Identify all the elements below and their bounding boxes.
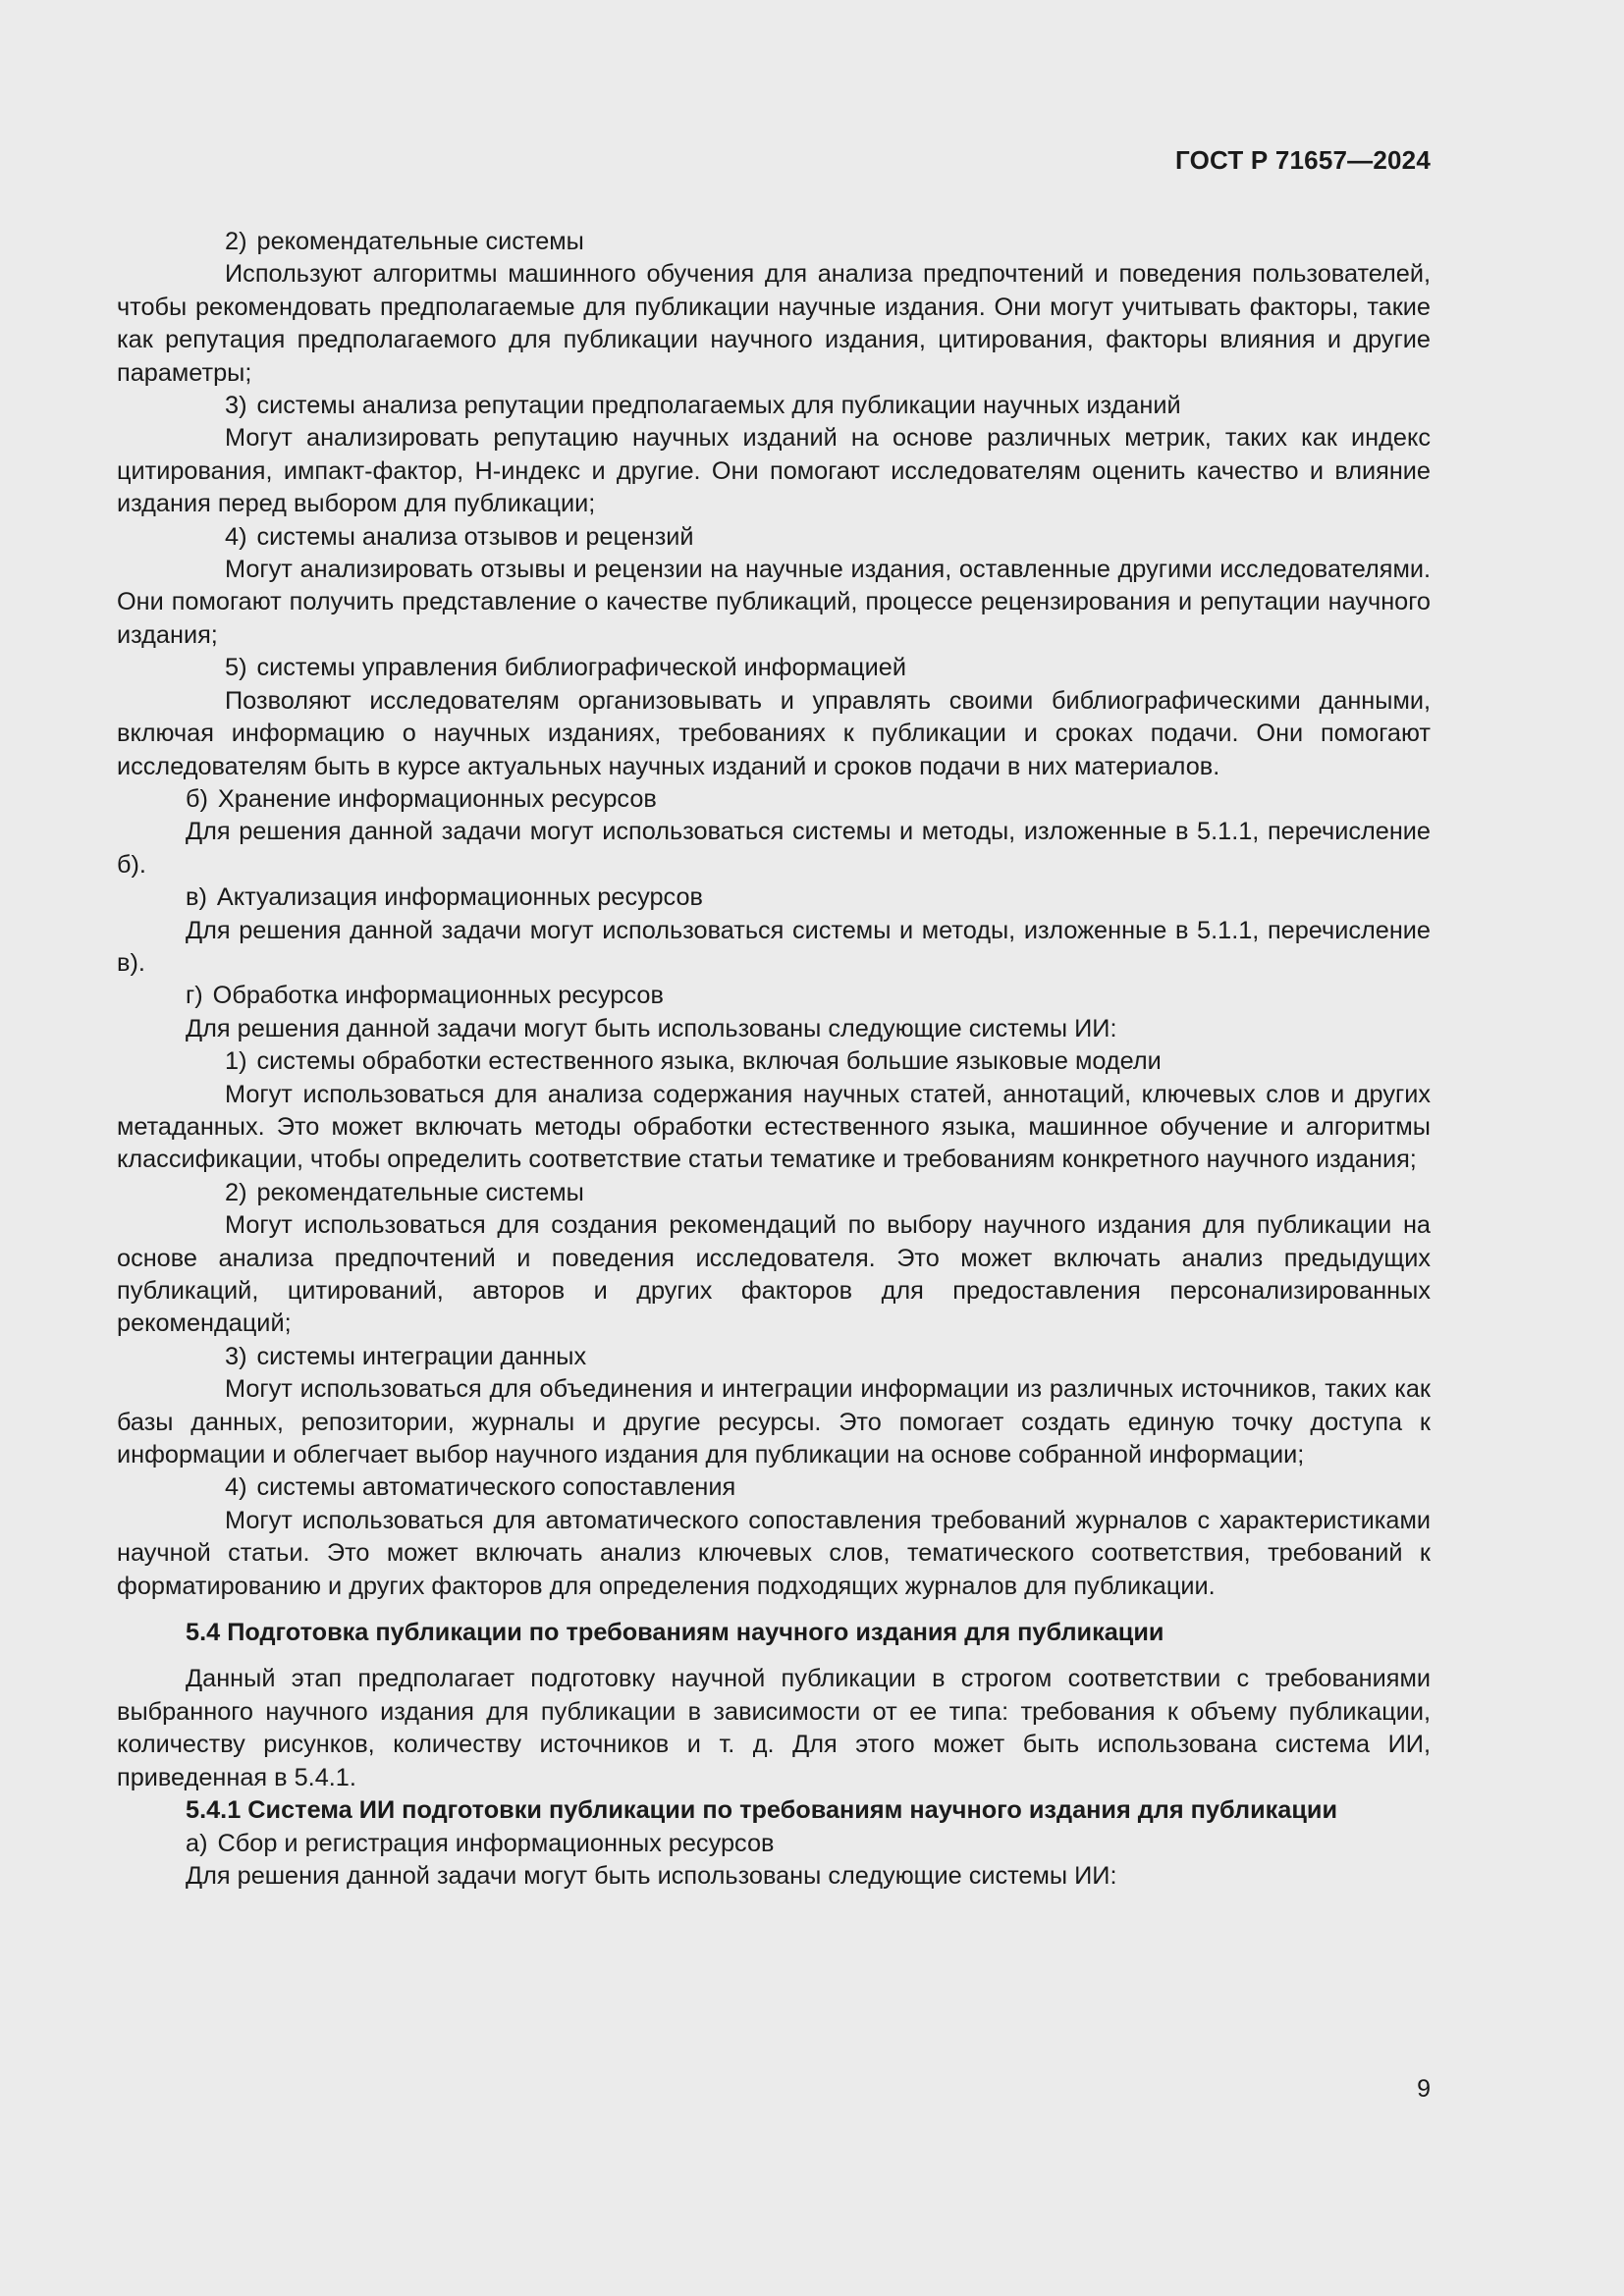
list-marker: г) <box>186 982 203 1010</box>
paragraph: Данный этап предполагает подготовку научной публикации в строгом соответствии с требованиями выбранного научного издания для публикации в зависимости от ее типа: требования к объему публикации, количеству рисунков, количеству источников и т. д. Для этого может быть использована система ИИ, приведенная в 5.4.1. <box>117 1665 1431 1791</box>
list-item <box>117 390 1431 422</box>
list-item <box>117 652 1431 684</box>
list-item-text: системы управления библиографической информацией <box>256 654 906 682</box>
paragraph: Могут использоваться для автоматического сопоставления требований журналов с характеристиками научной статьи. Это может включать анализ ключевых слов, тематического соответствия, требований к форматированию и других факторов для определения подходящих журналов для публикации. <box>117 1506 1431 1600</box>
paragraph: Для решения данной задачи могут использоваться системы и методы, изложенные в 5.1.1, перечисление в). <box>117 916 1431 977</box>
paragraph: Для решения данной задачи могут быть использованы следующие системы ИИ: <box>186 1861 1117 1890</box>
list-marker: 5) <box>225 654 247 682</box>
paragraph: Могут использоваться для объединения и интеграции информации из различных источников, таких как базы данных, репозитории, журналы и другие ресурсы. Это помогает создать единую точку доступа к информации и облегчает выбор научного издания для публикации на основе собранной информации; <box>117 1375 1431 1469</box>
list-item <box>117 1045 1431 1078</box>
list-item-text: системы анализа отзывов и рецензий <box>256 522 694 551</box>
list-item-text: системы автоматического сопоставления <box>256 1473 736 1502</box>
list-item-text: рекомендательные системы <box>256 1178 584 1206</box>
list-item-text: рекомендательные системы <box>256 228 584 255</box>
list-item <box>117 521 1431 554</box>
list-marker: 3) <box>225 1342 247 1370</box>
document-id: ГОСТ Р 71657—2024 <box>1175 145 1431 175</box>
page-number: 9 <box>1417 2075 1431 2103</box>
list-marker: 4) <box>225 1473 247 1502</box>
paragraph: Для решения данной задачи могут быть использованы следующие системы ИИ: <box>186 1014 1117 1042</box>
list-marker: б) <box>186 784 208 813</box>
section-heading: 5.4 Подготовка публикации по требованиям научного издания для публикации <box>186 1619 1164 1647</box>
paragraph: Позволяют исследователям организовывать и управлять своими библиографическими данными, включая информацию о научных изданиях, требованиях к публикации и сроках подачи. Они помогают исследователям быть в курсе актуальных научных изданий и сроков подачи в них материалов. <box>117 686 1431 780</box>
list-marker: 1) <box>225 1047 247 1076</box>
document-body <box>117 226 1431 1893</box>
list-marker: а) <box>186 1829 208 1857</box>
list-item-text: Сбор и регистрация информационных ресурсов <box>217 1829 775 1857</box>
subsection-heading: 5.4.1 Система ИИ подготовки публикации по требованиям научного издания для публикации <box>186 1796 1338 1825</box>
list-item <box>117 226 1431 258</box>
list-item-text: системы анализа репутации предполагаемых для публикации научных изданий <box>256 392 1181 420</box>
list-item-text: Хранение информационных ресурсов <box>217 784 657 813</box>
list-item-text: Актуализация информационных ресурсов <box>216 883 703 912</box>
paragraph: Используют алгоритмы машинного обучения для анализа предпочтений и поведения пользователей, чтобы рекомендовать предполагаемые для публикации научные издания. Они могут учитывать факторы, такие как репутация предполагаемого для публикации научного издания, цитирования, факторы влияния и другие параметры; <box>117 260 1431 387</box>
list-item <box>117 1828 1431 1860</box>
list-item <box>117 783 1431 816</box>
paragraph: Могут использоваться для анализа содержания научных статей, аннотаций, ключевых слов и других метаданных. Это может включать методы обработки естественного языка, машинное обучение и алгоритмы классификации, чтобы определить соответствие статьи тематике и требованиям конкретного научного издания; <box>117 1080 1431 1174</box>
list-marker: 2) <box>225 1178 247 1206</box>
list-item <box>117 1341 1431 1373</box>
list-item <box>117 980 1431 1012</box>
list-marker: 2) <box>225 228 247 255</box>
list-marker: в) <box>186 883 207 912</box>
list-item-text: системы обработки естественного языка, включая большие языковые модели <box>256 1047 1162 1076</box>
list-marker: 4) <box>225 522 247 551</box>
list-item-text: Обработка информационных ресурсов <box>212 982 664 1010</box>
paragraph: Для решения данной задачи могут использоваться системы и методы, изложенные в 5.1.1, перечисление б). <box>117 818 1431 879</box>
list-marker: 3) <box>225 392 247 420</box>
list-item <box>117 1177 1431 1209</box>
list-item <box>117 1471 1431 1504</box>
paragraph: Могут использоваться для создания рекомендаций по выбору научного издания для публикации на основе анализа предпочтений и поведения исследователя. Это может включать анализ предыдущих публикаций, цитирований, авторов и других факторов для предоставления персонализированных рекомендаций; <box>117 1211 1431 1338</box>
list-item-text: системы интеграции данных <box>256 1342 587 1370</box>
paragraph: Могут анализировать отзывы и рецензии на научные издания, оставленные другими исследователями. Они помогают получить представление о качестве публикаций, процессе рецензирования и репутации научного издания; <box>117 556 1431 649</box>
list-item <box>117 881 1431 914</box>
paragraph: Могут анализировать репутацию научных изданий на основе различных метрик, таких как индекс цитирования, импакт-фактор, H-индекс и другие. Они помогают исследователям оценить качество и влияние издания перед выбором для публикации; <box>117 424 1431 518</box>
